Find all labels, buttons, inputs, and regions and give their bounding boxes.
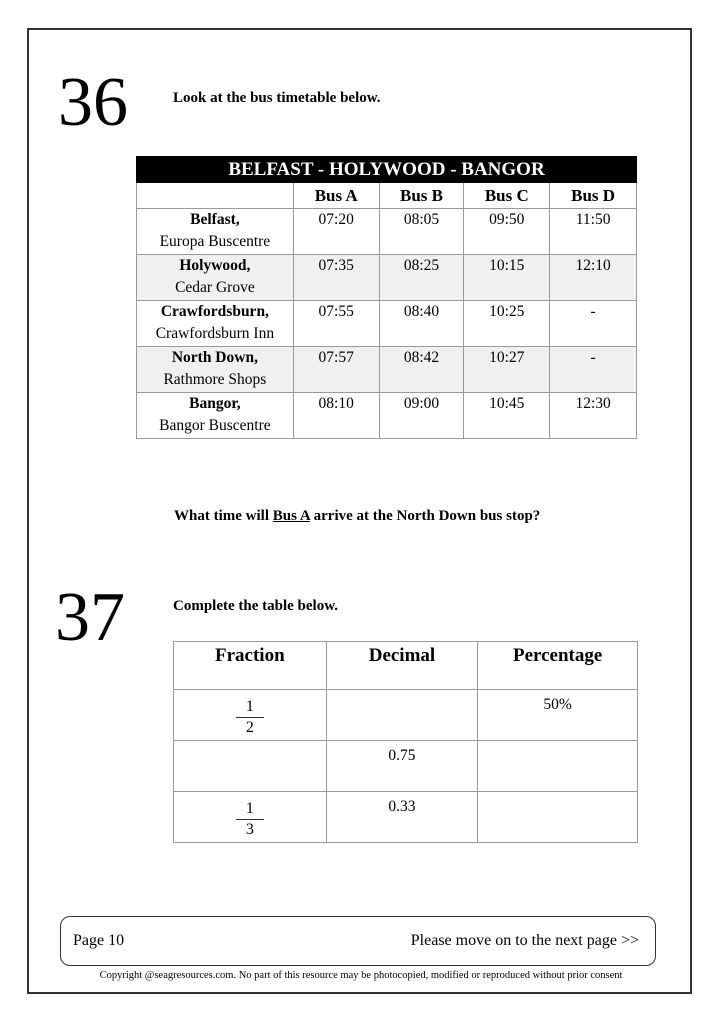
- stop-name: Crawfordsburn,: [160, 303, 269, 320]
- stop-cell: [137, 209, 294, 255]
- fraction-answer-cell[interactable]: [174, 741, 327, 792]
- fraction-one-third: [236, 800, 264, 839]
- question-number-36: 36: [58, 64, 128, 141]
- fraction-cell: [174, 792, 327, 843]
- decimal-cell: 0.33: [326, 792, 478, 843]
- time-cell: 12:10: [550, 255, 637, 301]
- numerator: 1: [245, 800, 254, 817]
- column-header-stop: [137, 183, 294, 209]
- time-cell: 10:45: [464, 393, 550, 439]
- prompt-prefix: What time will: [174, 508, 273, 524]
- column-header-bus-a: Bus A: [293, 183, 379, 209]
- stop-cell: [137, 301, 294, 347]
- fraction-one-half: [236, 698, 264, 737]
- decimal-answer-cell[interactable]: [326, 690, 478, 741]
- stop-place: Europa Buscentre: [159, 233, 271, 250]
- time-cell: 07:35: [293, 255, 379, 301]
- question-36-instruction: Look at the bus timetable below.: [173, 90, 381, 106]
- time-cell: 11:50: [550, 209, 637, 255]
- stop-name: Bangor,: [189, 395, 241, 412]
- denominator: 2: [245, 719, 254, 736]
- table-row: [137, 347, 637, 393]
- stop-name: North Down,: [171, 349, 258, 366]
- timetable-title: BELFAST - HOLYWOOD - BANGOR: [137, 157, 637, 183]
- table-row: [174, 792, 638, 843]
- time-cell: 08:25: [379, 255, 464, 301]
- time-cell: 08:05: [379, 209, 464, 255]
- column-header-decimal: Decimal: [326, 642, 478, 690]
- bus-timetable: [136, 156, 637, 439]
- page-number: Page 10: [73, 932, 125, 949]
- time-cell: 08:10: [293, 393, 379, 439]
- copyright-notice: Copyright @seagresources.com. No part of this resource may be photocopied, modified or reproduced without prior consent: [99, 970, 623, 981]
- question-37-instruction: Complete the table below.: [173, 598, 338, 614]
- stop-name: Belfast,: [190, 211, 240, 228]
- time-cell: 12:30: [550, 393, 637, 439]
- prompt-underlined-bus: Bus A: [272, 508, 310, 524]
- percentage-answer-cell[interactable]: [478, 741, 638, 792]
- fraction-table: [173, 641, 638, 843]
- time-cell: 09:50: [464, 209, 550, 255]
- percentage-cell: 50%: [478, 690, 638, 741]
- column-header-bus-d: Bus D: [550, 183, 637, 209]
- stop-cell: [137, 255, 294, 301]
- stop-place: Crawfordsburn Inn: [155, 325, 275, 342]
- time-cell: 10:15: [464, 255, 550, 301]
- table-row: [174, 741, 638, 792]
- table-row: [174, 690, 638, 741]
- table-row: [137, 393, 637, 439]
- stop-cell: [137, 347, 294, 393]
- stop-name: Holywood,: [179, 257, 251, 274]
- stop-place: Rathmore Shops: [163, 371, 267, 388]
- table-row: [137, 255, 637, 301]
- question-number-37: 37: [55, 579, 125, 656]
- column-header-percentage: Percentage: [478, 642, 638, 690]
- time-cell: 07:57: [293, 347, 379, 393]
- table-row: [137, 209, 637, 255]
- time-cell: -: [550, 301, 637, 347]
- timetable-header-row: [137, 183, 637, 209]
- time-cell: 08:40: [379, 301, 464, 347]
- fraction-bar: [236, 717, 264, 718]
- column-header-bus-b: Bus B: [379, 183, 464, 209]
- stop-place: Bangor Buscentre: [159, 417, 271, 434]
- time-cell: 10:27: [464, 347, 550, 393]
- fraction-cell: [174, 690, 327, 741]
- stop-place: Cedar Grove: [175, 279, 255, 296]
- time-cell: 07:55: [293, 301, 379, 347]
- column-header-fraction: Fraction: [174, 642, 327, 690]
- numerator: 1: [245, 698, 254, 715]
- stop-cell: [137, 393, 294, 439]
- time-cell: 08:42: [379, 347, 464, 393]
- time-cell: -: [550, 347, 637, 393]
- column-header-bus-c: Bus C: [464, 183, 550, 209]
- time-cell: 09:00: [379, 393, 464, 439]
- footer-box: [60, 916, 656, 966]
- question-36-prompt: [174, 508, 540, 525]
- fraction-table-header-row: [174, 642, 638, 690]
- table-row: [137, 301, 637, 347]
- prompt-suffix: arrive at the North Down bus stop?: [309, 508, 541, 524]
- decimal-cell: 0.75: [326, 741, 478, 792]
- time-cell: 07:20: [293, 209, 379, 255]
- percentage-answer-cell[interactable]: [478, 792, 638, 843]
- next-page-note: Please move on to the next page >>: [410, 932, 639, 949]
- fraction-bar: [236, 819, 264, 820]
- time-cell: 10:25: [464, 301, 550, 347]
- denominator: 3: [245, 821, 254, 838]
